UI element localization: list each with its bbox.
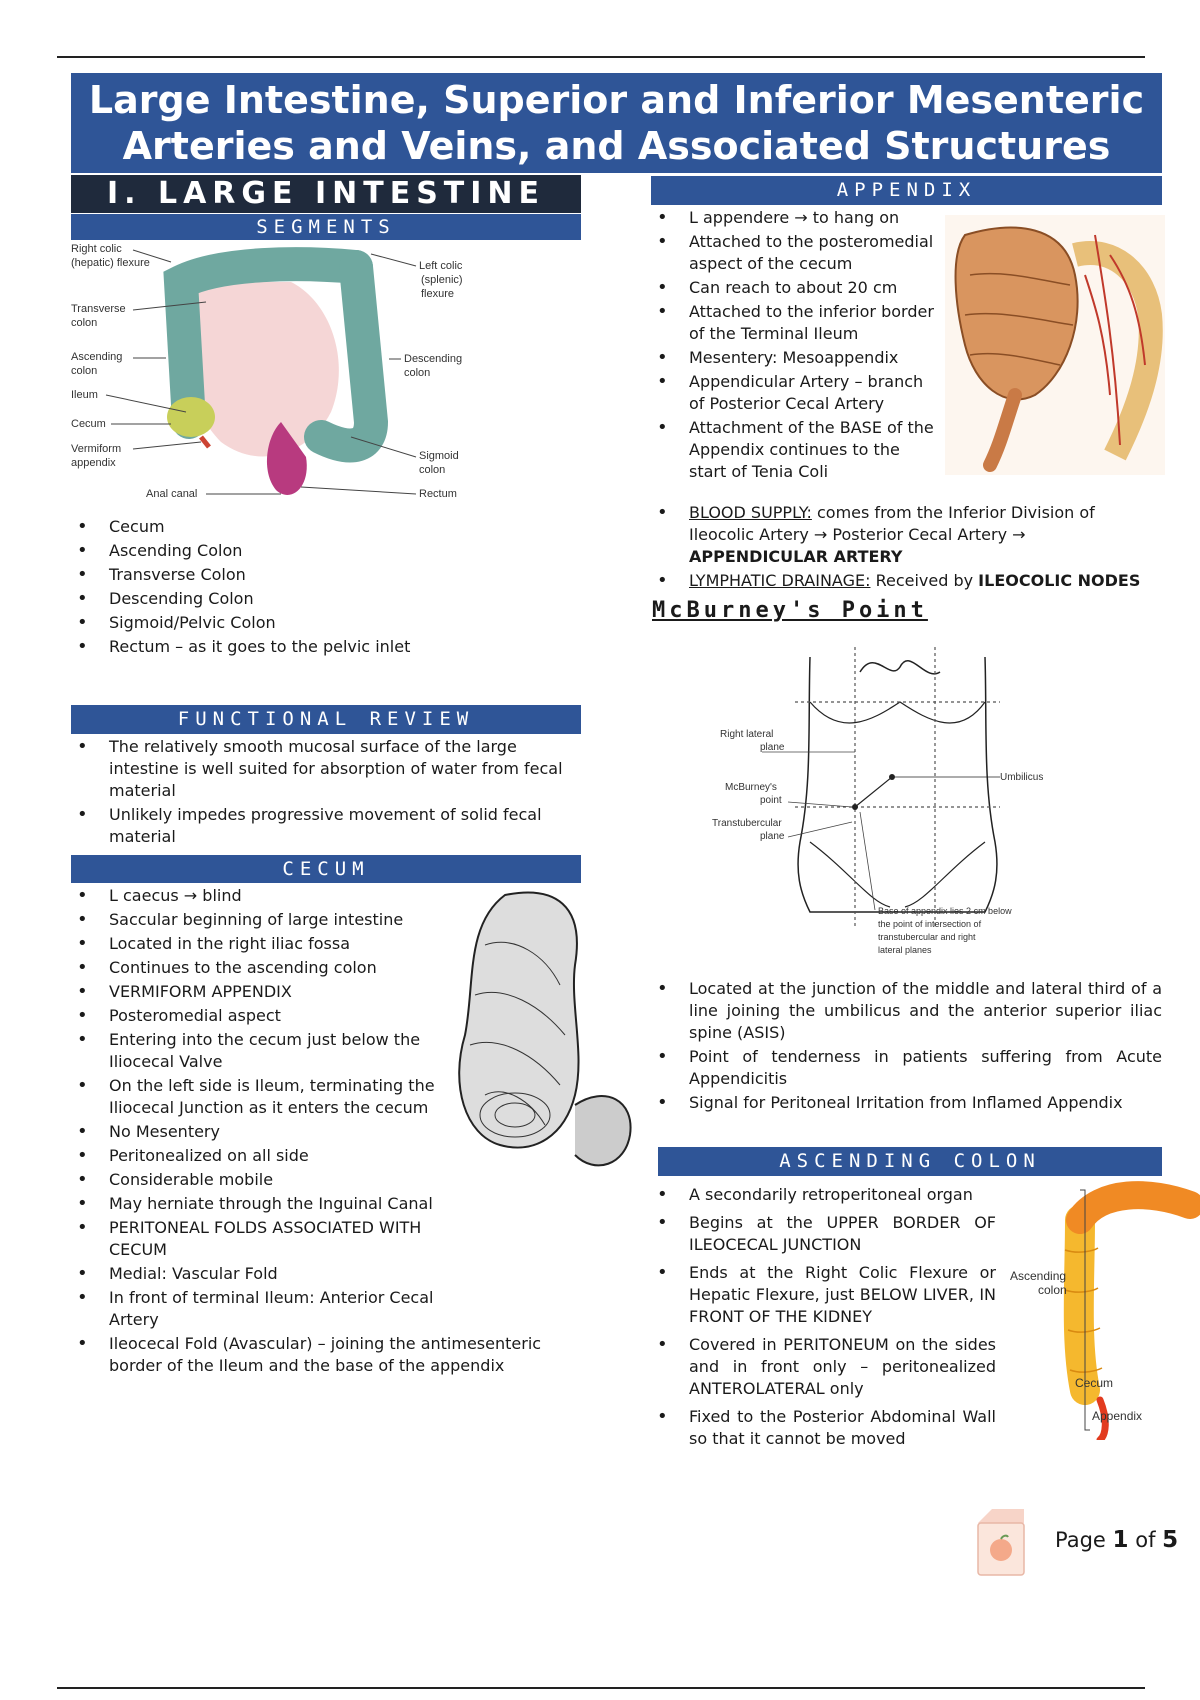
mcburney-item: • Located at the junction of the middle and lateral third of a line joining the umbilicus and the anterior superior iliac spine (ASIS) [651,978,1162,1044]
cecum-item: • No Mesentery [71,1121,441,1143]
segment-item: • Sigmoid/Pelvic Colon [71,612,581,634]
label-colon: colon [1038,1283,1067,1297]
label-sigmoid: Sigmoid [419,450,459,462]
lymph-text: Received by [870,571,979,590]
cecum-item: • May herniate through the Inguinal Canal [71,1193,441,1215]
ascending-item: • Begins at the UPPER BORDER OF ILEOCECAL JUNCTION [651,1212,996,1256]
ascending-colon-list [651,1184,996,1452]
title-banner [71,73,1162,173]
label-note-4: lateral planes [878,945,932,955]
appendix-item: • Mesentery: Mesoappendix [651,347,941,369]
label-right-colic: Right colic [71,243,122,255]
bottom-rule [57,1687,1145,1689]
mcburney-item: • Point of tenderness in patients suffering from Acute Appendicitis [651,1046,1162,1090]
appendix-item: • Attached to the inferior border of the Terminal Ileum [651,301,941,345]
label-descending-colon: colon [404,367,431,379]
label-transtubercular: Transtubercular [712,818,782,829]
mcburney-item: • Signal for Peritoneal Irritation from Inflamed Appendix [651,1092,1162,1114]
appendix-bar: APPENDIX [651,176,1162,205]
cecum-bar: CECUM [71,855,581,883]
lymph-label: LYMPHATIC DRAINAGE: [689,571,871,590]
of-word: of [1135,1528,1156,1552]
label-flexure: flexure [421,288,455,300]
cecum-item: • Located in the right iliac fossa [71,933,441,955]
segments-list [71,516,581,660]
milk-carton-icon [970,1505,1032,1577]
cecum-item: • Medial: Vascular Fold [71,1263,441,1285]
mcburney-title: McBurney's Point [652,598,928,623]
cecum-item: • L caecus → blind [71,885,441,907]
cecum-item: • Ileocecal Fold (Avascular) – joining the antimesenteric border of the Ileum and the base of the appendix [71,1333,579,1377]
cecum-item: • VERMIFORM APPENDIX [71,981,441,1003]
appendix-illustration [945,215,1165,475]
page-indicator [1055,1527,1178,1553]
lymphatic-item [651,570,1162,592]
functional-item: • Unlikely impedes progressive movement of solid fecal material [71,804,581,848]
label-plane-1: plane [760,742,785,753]
label-note-2: the point of intersection of [878,919,982,929]
label-mcburneys: McBurney's [725,782,777,793]
label-hepatic-flexure: (hepatic) flexure [71,257,150,269]
title-line-1: Large Intestine, Superior and Inferior Mesenteric [88,78,1145,122]
functional-review-bar: FUNCTIONAL REVIEW [71,705,581,734]
cecum-item: • Continues to the ascending colon [71,957,441,979]
blood-supply-item [651,502,1162,568]
label-transverse-colon: colon [71,317,98,329]
label-transverse: Transverse [71,303,126,315]
segment-item: • Rectum – as it goes to the pelvic inlet [71,636,581,658]
label-ascending: Ascending [71,351,123,363]
label-left-colic: Left colic [419,260,463,272]
appendix-item: • Can reach to about 20 cm [651,277,941,299]
cecum-illustration [445,885,645,1215]
mcburney-list [651,978,1162,1116]
segment-item: • Ascending Colon [71,540,581,562]
label-anal-canal: Anal canal [146,488,198,500]
ascending-colon-illustration [1010,1180,1200,1440]
label-cecum: Cecum [1075,1376,1114,1390]
large-intestine-heading: I. LARGE INTESTINE [71,175,581,213]
segments-bar: SEGMENTS [71,214,581,240]
appendix-item: • L appendere → to hang on [651,207,941,229]
ascending-colon-bar: ASCENDING COLON [658,1147,1162,1176]
ascending-item: • Fixed to the Posterior Abdominal Wall so that it cannot be moved [651,1406,996,1450]
mcburney-diagram [700,642,1080,972]
appendix-supply-list [651,502,1162,594]
cecum-item: • Peritonealized on all side [71,1145,441,1167]
cecum-item: • In front of terminal Ileum: Anterior Cecal Artery [71,1287,441,1331]
blood-supply-label: BLOOD SUPPLY: [689,503,812,522]
label-cecum: Cecum [71,418,106,430]
label-ascending: Ascending [1010,1269,1067,1283]
top-rule [57,56,1145,58]
cecum-item: • Considerable mobile [71,1169,441,1191]
label-point: point [760,795,782,806]
label-rectum: Rectum [419,488,457,500]
segment-item: • Cecum [71,516,581,538]
appendix-list [651,207,941,485]
page-total: 5 [1162,1527,1179,1553]
cecum-item: • PERITONEAL FOLDS ASSOCIATED WITH CECUM [71,1217,441,1261]
label-sigmoid-colon: colon [419,464,446,476]
functional-item: • The relatively smooth mucosal surface of the large intestine is well suited for absorption of water from fecal material [71,736,581,802]
page-number: 1 [1112,1527,1129,1553]
blood-supply-bold: APPENDICULAR ARTERY [689,547,903,566]
label-splenic: (splenic) [421,274,463,286]
label-note-1: Base of appendix lies 2 cm below [878,906,1012,916]
label-right-lateral: Right lateral [720,729,774,740]
label-descending: Descending [404,353,463,365]
cecum-item: • Posteromedial aspect [71,1005,441,1027]
label-appendix: Appendix [1092,1409,1143,1423]
segment-item: • Descending Colon [71,588,581,610]
label-appendix: appendix [71,457,116,469]
ascending-item: • Covered in PERITONEUM on the sides and in front only – peritonealized ANTEROLATERAL only [651,1334,996,1400]
cecum-item: • Saccular beginning of large intestine [71,909,441,931]
label-plane-2: plane [760,831,785,842]
title-line-2: Arteries and Veins, and Associated Structures [122,124,1111,168]
blood-supply-text: comes from the Inferior Division of Ileocolic Artery → Posterior Cecal Artery → [689,503,1095,544]
label-ileum: Ileum [71,389,98,401]
label-note-3: transtubercular and right [878,932,976,942]
label-umbilicus: Umbilicus [1000,772,1044,783]
cecum-item: • On the left side is Ileum, terminating the Iliocecal Junction as it enters the cecum [71,1075,441,1119]
label-vermiform: Vermiform [71,443,122,455]
page-word: Page [1055,1528,1106,1552]
segment-item: • Transverse Colon [71,564,581,586]
ascending-item: • Ends at the Right Colic Flexure or Hepatic Flexure, just BELOW LIVER, IN FRONT OF THE KIDNEY [651,1262,996,1328]
label-ascending-colon: colon [71,365,98,377]
appendix-item: • Attachment of the BASE of the Appendix continues to the start of Tenia Coli [651,417,941,483]
appendix-item: • Attached to the posteromedial aspect of the cecum [651,231,941,275]
appendix-item: • Appendicular Artery – branch of Posterior Cecal Artery [651,371,941,415]
large-intestine-diagram [71,242,481,512]
lymph-bold: ILEOCOLIC NODES [978,571,1141,590]
cecum-list [71,885,542,1379]
functional-review-list [71,736,581,850]
ascending-item: • A secondarily retroperitoneal organ [651,1184,996,1206]
mcburney-diagram-labels [712,729,1043,955]
cecum-item: • Entering into the cecum just below the Iliocecal Valve [71,1029,441,1073]
